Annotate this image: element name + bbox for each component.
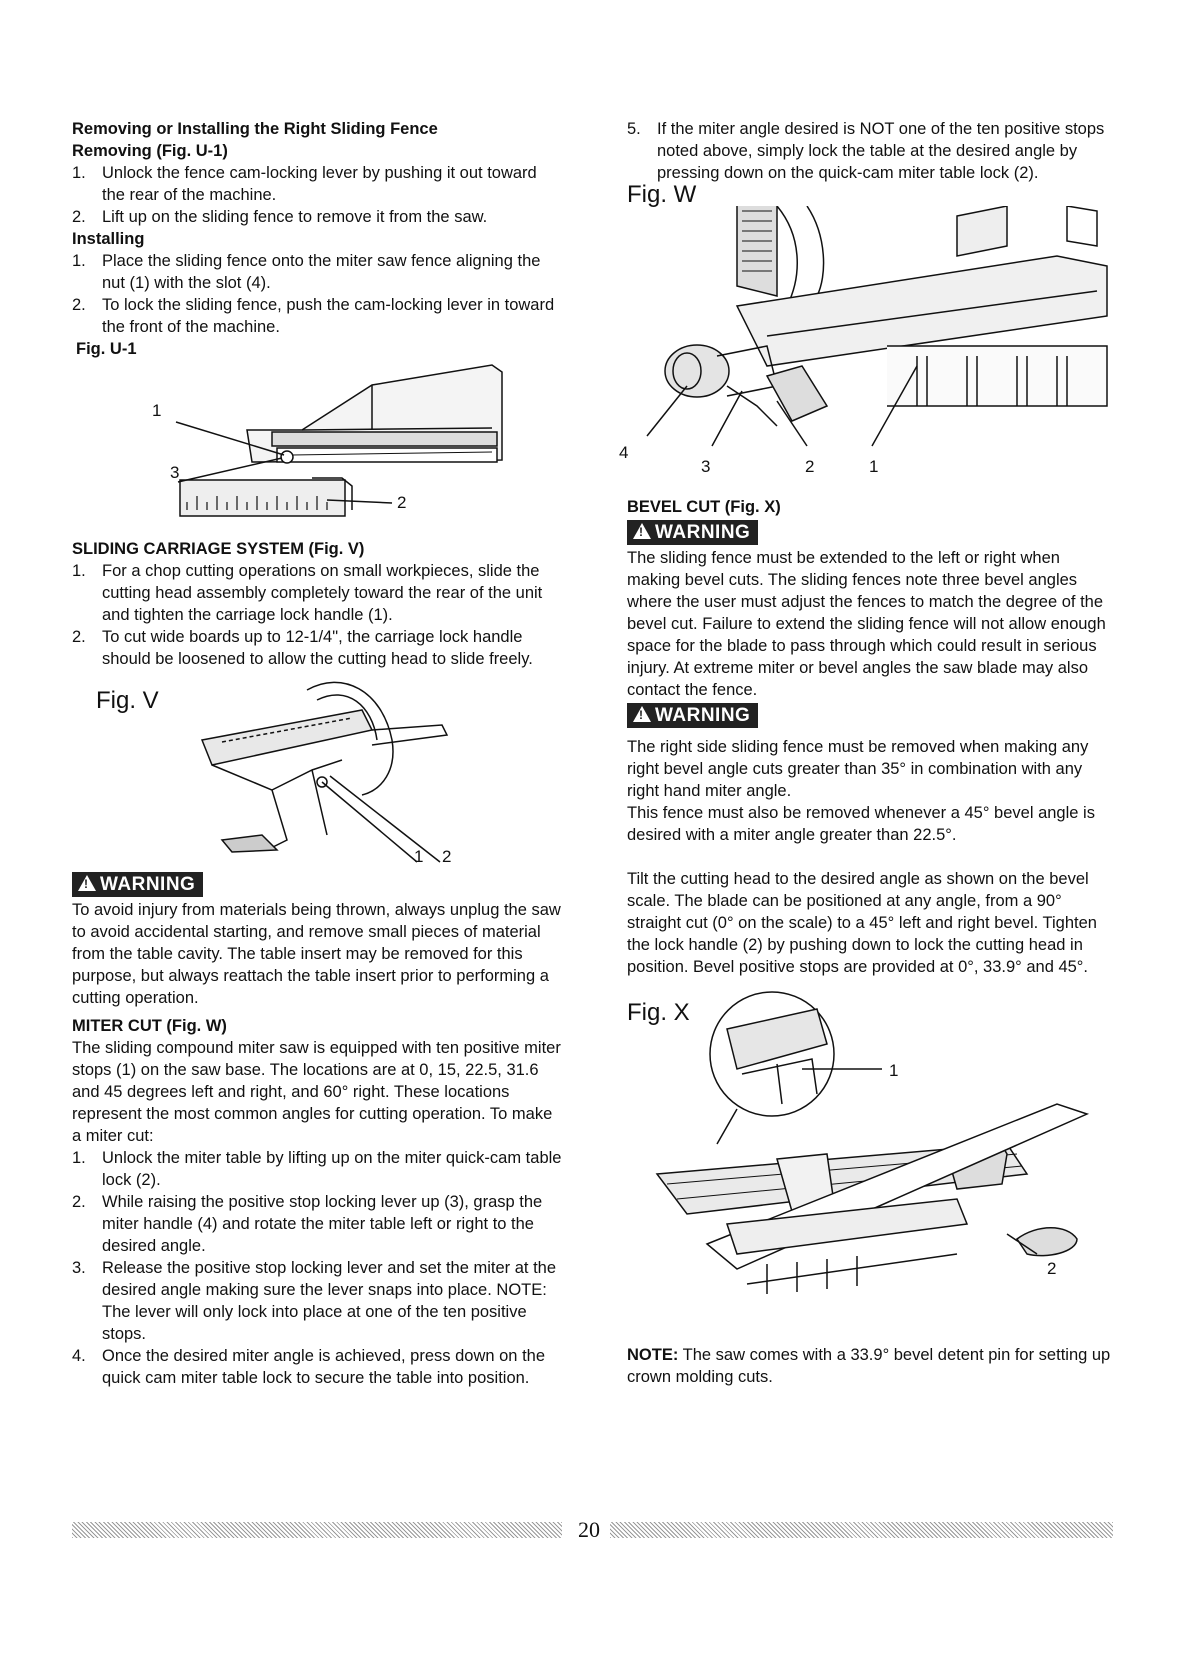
note-label: NOTE: <box>627 1346 679 1364</box>
section-title-bevel: BEVEL CUT (Fig. X) <box>627 498 781 516</box>
right-column <box>619 118 1113 1388</box>
fig-w-illustration <box>619 206 1113 496</box>
list-item: 4. Once the desired miter angle is achieved, press down on the quick cam miter table lock to secure the table into position. <box>72 1347 546 1387</box>
callout-2: 2 <box>397 493 407 512</box>
fence-diagram <box>72 360 562 538</box>
miter-steps <box>72 1147 562 1389</box>
list-item: 3. Release the positive stop locking lever and set the miter at the desired angle making sure the lever snaps into place. NOTE: The lever will only lock into place at one of the ten positive stops. <box>72 1259 556 1343</box>
warning-badge: !WARNING <box>627 520 758 545</box>
list-item: 1. For a chop cutting operations on small workpieces, slide the cutting head assembly completely toward the rear of the unit and tighten the carriage lock handle (1). <box>72 562 543 624</box>
fig-u1-label: Fig. U-1 <box>76 340 137 358</box>
fig-u1-illustration <box>72 360 562 538</box>
fig-v-illustration <box>72 670 562 870</box>
tilt-instructions: Tilt the cutting head to the desired angle as shown on the bevel scale. The blade can be positioned at any angle, from a 90° straight cut (0° on the scale) to a 45° left and right bevel. Tighten the lock handle (2) by pushing down to lock the cutting head in position. Bevel positive stops are provided at 0°, 33.9° and 45°. <box>627 870 1097 976</box>
callout-1: 1 <box>889 1061 899 1080</box>
subsection-installing: Installing <box>72 230 145 248</box>
callout-2: 2 <box>805 457 815 476</box>
callout-1: 1 <box>414 847 424 866</box>
warning-badge: !WARNING <box>72 872 203 897</box>
installing-steps <box>72 250 562 338</box>
warning-triangle-icon <box>633 706 651 722</box>
warning-text-1: The sliding fence must be extended to the left or right when making bevel cuts. The sliding fences note three bevel angles where the user must adjust the fences to match the degree of the bevel cut. Failure to extend the sliding fence will not allow enough space for the blade to pass through which could result in serious injury. At extreme miter or bevel angles the saw blade may also contact the fence. <box>627 549 1106 699</box>
callout-1: 1 <box>869 457 879 476</box>
callout-1: 1 <box>152 401 162 420</box>
subsection-removing: Removing (Fig. U-1) <box>72 142 228 160</box>
left-column <box>72 118 562 1389</box>
list-item: 5. If the miter angle desired is NOT one of the ten positive stops noted above, simply lock the table at the desired angle by pressing down on the quick-cam miter table lock (2). <box>627 120 1105 182</box>
callout-4: 4 <box>619 443 629 462</box>
list-item: 1. Place the sliding fence onto the miter saw fence aligning the nut (1) with the slot (4). <box>72 252 541 292</box>
page-number: 20 <box>578 1517 600 1542</box>
footer-band-right <box>610 1522 1113 1538</box>
list-item: 2. Lift up on the sliding fence to remove it from the saw. <box>72 208 488 226</box>
section-title-sliding: SLIDING CARRIAGE SYSTEM (Fig. V) <box>72 540 365 558</box>
callout-3: 3 <box>701 457 711 476</box>
fig-v-label: Fig. V <box>96 687 159 714</box>
page-footer <box>0 1519 1180 1541</box>
section-title-miter: MITER CUT (Fig. W) <box>72 1017 227 1035</box>
list-item: 2. To cut wide boards up to 12-1/4", the carriage lock handle should be loosened to allow the cutting head to slide freely. <box>72 628 533 668</box>
bevel-diagram <box>627 984 1113 1344</box>
callout-2: 2 <box>1047 1259 1057 1278</box>
warning-triangle-icon <box>78 875 96 891</box>
footer-band-left <box>72 1522 562 1538</box>
miter-table-diagram <box>627 206 1113 496</box>
miter-intro: The sliding compound miter saw is equipped with ten positive miter stops (1) on the saw base. The locations are at 0, 15, 22.5, 31.6 and 45 degrees left and right, and 60° right. These locations represent the most common angles for cutting operation. To make a miter cut: <box>72 1039 561 1145</box>
fig-x-label: Fig. X <box>627 999 690 1026</box>
section-title-fence: Removing or Installing the Right Sliding Fence <box>72 120 438 138</box>
warning-text-2a: The right side sliding fence must be removed when making any right bevel angle cuts greater than 35° in combination with any right hand miter angle. <box>627 738 1089 800</box>
warning-triangle-icon <box>633 523 651 539</box>
list-item: 1. Unlock the fence cam-locking lever by pushing it out toward the rear of the machine. <box>72 164 537 204</box>
fig-x-illustration <box>627 984 1113 1344</box>
warning-text-2b: This fence must also be removed whenever a 45° bevel angle is desired with a miter angle greater than 22.5°. <box>627 804 1095 844</box>
callout-2: 2 <box>442 847 452 866</box>
sliding-steps <box>72 560 562 670</box>
list-item: 1. Unlock the miter table by lifting up on the miter quick-cam table lock (2). <box>72 1149 562 1189</box>
fig-w-label: Fig. W <box>627 181 697 208</box>
callout-3: 3 <box>170 463 180 482</box>
list-item: 2. While raising the positive stop locking lever up (3), grasp the miter handle (4) and rotate the miter table left or right to the desired angle. <box>72 1193 543 1255</box>
note-text: The saw comes with a 33.9° bevel detent pin for setting up crown molding cuts. <box>627 1346 1111 1386</box>
removing-steps <box>72 162 562 228</box>
miter-steps-continued <box>627 118 1113 184</box>
warning-text: To avoid injury from materials being thrown, always unplug the saw to avoid accidental starting, and remove small pieces of material from the table cavity. The table insert may be removed for this purpose, but always reattach the table insert prior to performing a cutting operation. <box>72 901 561 1007</box>
note-paragraph <box>627 1344 1113 1388</box>
list-item: 2. To lock the sliding fence, push the cam-locking lever in toward the front of the machine. <box>72 296 555 336</box>
warning-badge: !WARNING <box>627 703 758 728</box>
